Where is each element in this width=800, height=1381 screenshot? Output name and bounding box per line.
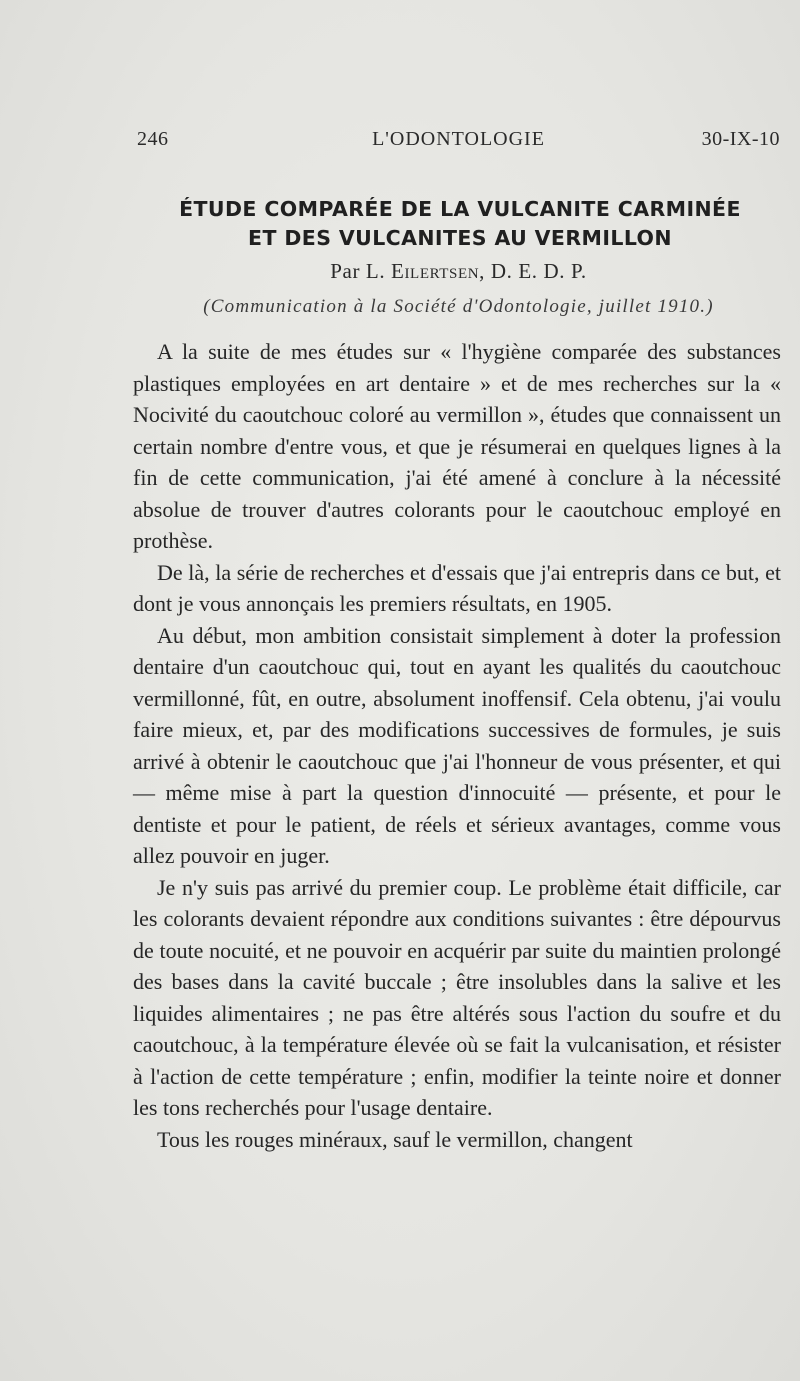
journal-title: L'ODONTOLOGIE xyxy=(372,128,545,150)
article-title-line-1: ÉTUDE COMPARÉE DE LA VULCANITE CARMINÉE xyxy=(179,197,741,221)
article-title xyxy=(110,195,800,253)
article-body xyxy=(133,336,781,1155)
page-number: 246 xyxy=(137,128,169,150)
article-title-line-2: ET DES VULCANITES AU VERMILLON xyxy=(248,226,672,250)
paragraph: A la suite de mes études sur « l'hygiène comparée des substances plastiques employées en art dentaire » et de mes recherches sur la « Nocivité du caoutchouc coloré au vermillon », études que connaissent un certain nombre d'entre vous, et que je résumerai en quelques lignes à la fin de cette communication, j'ai été amené à conclure à la nécessité absolue de trouver d'autres colorants pour le caoutchouc employé en prothèse. xyxy=(133,339,781,553)
paragraph: Je n'y suis pas arrivé du premier coup. Le problème était difficile, car les colorants devaient répondre aux conditions suivantes : être dépourvus de toute nocuité, et ne pouvoir en acquérir par suite du maintien prolongé des bases dans la cavité buccale ; être insolubles dans la salive et les liquides alimentaires ; ne pas être altérés sous l'action du soufre et du caoutchouc, à la température élevée où se fait la vulcanisation, et résister à l'action de cette température ; enfin, modifier la teinte noire et donner les tons recherchés pour l'usage dentaire. xyxy=(133,874,781,1120)
issue-date: 30-IX-10 xyxy=(701,128,780,150)
running-header xyxy=(137,128,780,158)
byline-prefix: Par xyxy=(330,259,361,283)
author-name: L. Eilertsen, D. E. D. P. xyxy=(365,259,587,283)
paragraph: Tous les rouges minéraux, sauf le vermillon, changent xyxy=(157,1126,633,1152)
paragraph: Au début, mon ambition consistait simplement à doter la profession dentaire d'un caoutchouc qui, tout en ayant les qualités du caoutchouc vermillonné, fût, en outre, absolument inoffensif. Cela obtenu, j'ai voulu faire mieux, et, par des modifications successives de formules, je suis arrivé à obtenir le caoutchouc que j'ai l'honneur de vous présenter, et qui — même mise à part la question d'innocuité — présente, et pour le dentiste et pour le patient, de réels et sérieux avantages, comme vous allez pouvoir en juger. xyxy=(133,622,781,868)
paragraph: De là, la série de recherches et d'essais que j'ai entrepris dans ce but, et dont je vous annonçais les premiers résultats, en 1905. xyxy=(133,559,781,616)
communication-note: (Communication à la Société d'Odontologie, juillet 1910.) xyxy=(203,296,714,317)
byline xyxy=(137,259,780,284)
